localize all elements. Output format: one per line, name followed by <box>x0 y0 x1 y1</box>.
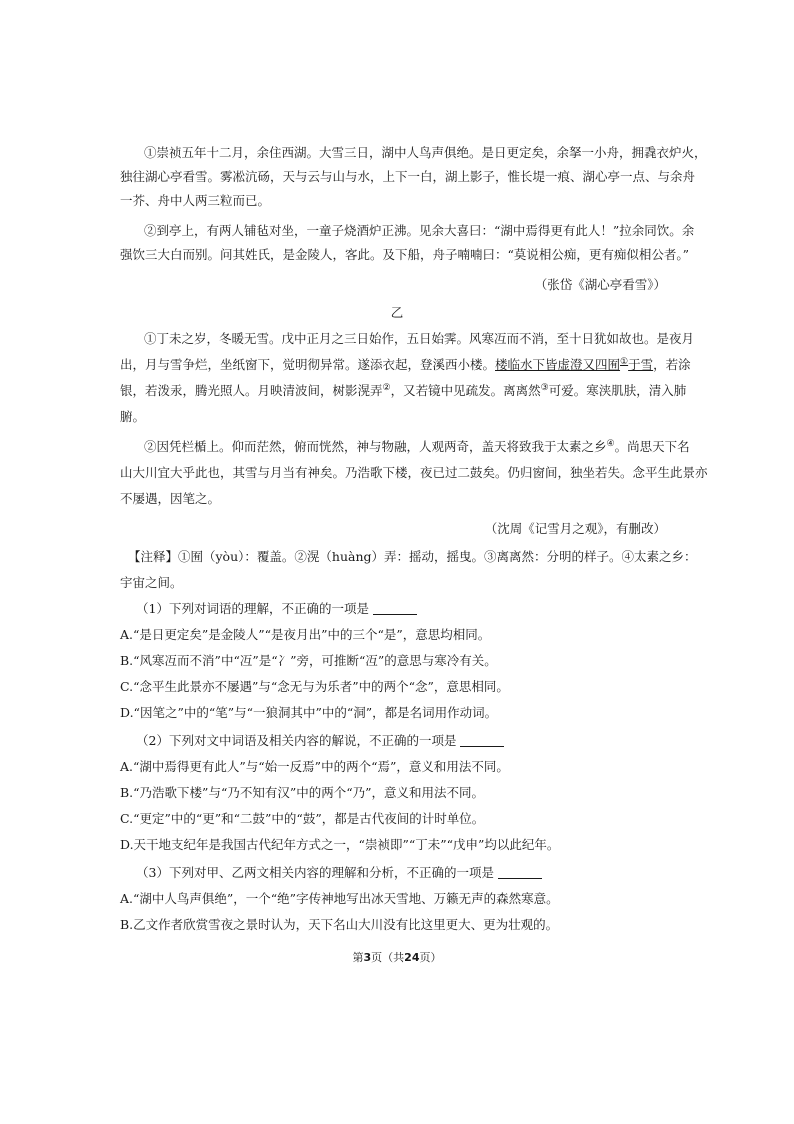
footer-text: 页） <box>419 951 442 964</box>
yi-heading: 乙 <box>390 305 404 320</box>
q3-option-b: B.乙文作者欣赏雪夜之景时认为，天下名山大川没有比这里更大、更为壮观的。 <box>120 917 559 932</box>
question-text: （2）下列对文中词语及相关内容的解说，不正确的一项是 <box>136 733 457 748</box>
question-2-stem <box>136 732 504 750</box>
notes-line2: 宇宙之间。 <box>120 575 183 590</box>
q1-option-c: C.“念平生此景亦不屡遇”与“念无与为乐者”中的两个“念”，意思相同。 <box>120 679 509 694</box>
question-3-stem <box>136 864 542 882</box>
notes-line1: 【注释】①囿（yòu）：覆盖。②滉（huàng）弄：摇动，摇曳。③离离然：分明的样子。④太素之乡： <box>128 549 697 564</box>
note-marker-3: ③ <box>540 382 549 393</box>
note-marker-1: ① <box>620 356 629 367</box>
note-marker-2: ② <box>382 382 391 393</box>
footer-text: 第 <box>352 951 364 964</box>
text-span: ，又若镜中见疏发。离离然 <box>390 383 541 398</box>
yi-p2-line2: 山大川宜大乎此也，其雪与月当有神矣。乃浩歌下楼，夜已过二鼓矣。仍归窗间，独坐若失。念平生此景亦 <box>120 465 708 480</box>
total-pages: 24 <box>404 951 420 964</box>
jia-p2-line1: ②到亭上，有两人铺毡对坐，一童子烧酒炉正沸。见余大喜曰：“湖中焉得更有此人！”拉余同饮。余 <box>144 223 695 238</box>
jia-p1-line1: ①崇祯五年十二月，余住西湖。大雪三日，湖中人鸟声俱绝。是日更定矣，余拏一小舟，拥毳衣炉火， <box>144 145 707 160</box>
yi-p1-line2 <box>120 356 691 374</box>
q2-option-c: C.“更定”中的“更”和“二鼓”中的“鼓”，都是古代夜间的计时单位。 <box>120 811 485 826</box>
underlined-text: 楼临水下皆虚澄又四囿 <box>495 357 621 372</box>
answer-blank[interactable] <box>373 602 417 615</box>
q1-option-b: B.“风寒冱而不消”中“冱”是“冫”旁，可推断“冱”的意思与寒冷有关。 <box>120 653 497 668</box>
yi-p1-line1: ①丁未之岁，冬暖无雪。戊中正月之三日始作，五日始霁。风寒冱而不消，至十日犹如故也。是夜月 <box>144 331 695 346</box>
jia-source: （张岱《湖心亭看雪》） <box>534 277 666 292</box>
answer-blank[interactable] <box>460 734 504 747</box>
jia-p1-line3: 一芥、舟中人两三粒而已。 <box>120 193 271 208</box>
q1-option-a: A.“是日更定矣”是金陵人”“是夜月出”中的三个“是”，意思均相同。 <box>120 627 491 642</box>
text-span: 出，月与雪争烂，坐纸窗下，觉明彻异常。遂添衣起，登溪西小楼。 <box>120 357 496 372</box>
text-span: ，若涂 <box>653 357 691 372</box>
q2-option-a: A.“湖中焉得更有此人”与“始一反焉”中的两个“焉”，意义和用法不同。 <box>120 759 509 774</box>
underlined-text-2: 于雪 <box>628 357 654 372</box>
yi-p2-line3: 不屡遇，因笔之。 <box>120 491 221 506</box>
question-1-stem <box>136 600 417 618</box>
q2-option-b: B.“乃浩歌下楼”与“乃不知有汉”中的两个“乃”，意义和用法不同。 <box>120 785 485 800</box>
yi-p2-line1 <box>144 438 690 456</box>
note-marker-4: ④ <box>606 438 615 449</box>
jia-p1-line2: 独往湖心亭看雪。雾凇沆砀，天与云与山与水，上下一白，湖上影子，惟长堤一痕、湖心亭一点、与余舟 <box>120 169 696 184</box>
q3-option-a: A.“湖中人鸟声俱绝”，一个“绝”字传神地写出冰天雪地、万籁无声的森然寒意。 <box>120 891 559 906</box>
text-span: 可爱。寒浃肌肤，清入肺 <box>548 383 687 398</box>
text-span: 银，若泼汞，腾光照人。月映清波间，树影滉弄 <box>120 383 383 398</box>
question-text: （1）下列对词语的理解，不正确的一项是 <box>136 601 369 616</box>
text-span: 。尚思天下名 <box>614 439 690 454</box>
page-number: 3 <box>363 951 372 964</box>
q1-option-d: D.“因笔之”中的“笔”与“一狼洞其中”中的“洞”，都是名词用作动词。 <box>120 705 498 720</box>
yi-source: （沈周《记雪月之观》，有删改） <box>484 521 666 536</box>
yi-p1-line3 <box>120 382 686 400</box>
answer-blank[interactable] <box>498 866 542 879</box>
question-text: （3）下列对甲、乙两文相关内容的理解和分析，不正确的一项是 <box>136 865 494 880</box>
q2-option-d: D.天干地支纪年是我国古代纪年方式之一，“崇祯即”“丁未”“戊申”均以此纪年。 <box>120 837 560 852</box>
page-footer <box>0 949 794 965</box>
yi-p1-line4: 腑。 <box>120 409 146 424</box>
footer-text: 页（共 <box>371 951 405 964</box>
jia-p2-line2: 强饮三大白而别。问其姓氏，是金陵人，客此。及下船，舟子喃喃曰：“莫说相公痴，更有痴似相公者。” <box>120 247 690 262</box>
text-span: ②因凭栏楯上。仰而茫然，俯而恍然，神与物融，人观两奇，盖天将致我于太素之乡 <box>144 439 607 454</box>
